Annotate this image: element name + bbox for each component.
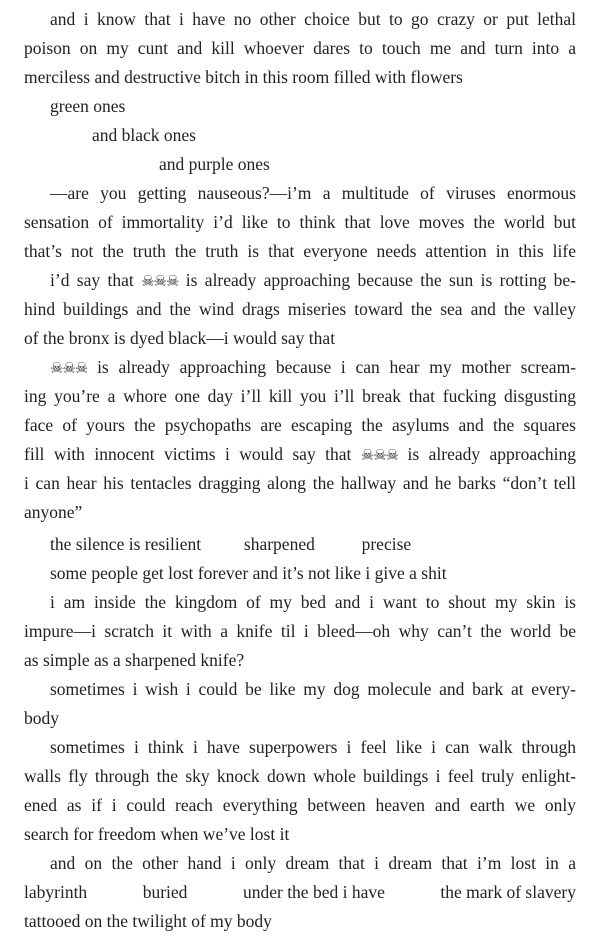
- poem-line: ing you’re a whore one day i’ll kill you i’ll break that fucking disgusting: [24, 386, 576, 406]
- skull-icons: ☠☠☠: [360, 446, 399, 464]
- line-text: sharpened: [243, 534, 315, 554]
- poem-line: hind buildings and the wind drags miseries toward the sea and the valley: [24, 299, 576, 319]
- line-text: labyrinth: [24, 882, 88, 902]
- skull-icons: ☠☠☠: [141, 272, 179, 290]
- poem-line: sensation of immortality i’d like to think that love moves the world but: [24, 212, 576, 232]
- poem-line: that’s not the truth the truth is that everyone needs attention in this life: [24, 241, 576, 261]
- poem-line: [50, 353, 576, 383]
- poem-line: sometimes i wish i could be like my dog molecule and bark at every-: [50, 679, 576, 699]
- poem-line: and black ones: [92, 125, 196, 145]
- poem-line: green ones: [50, 96, 126, 116]
- line-text: is already approaching because i can hear my mother scream-: [97, 357, 577, 377]
- poem-line: walls fly through the sky knock down whole buildings i feel truly enlight-: [24, 766, 576, 786]
- line-text: is already approaching because the sun is rotting be-: [185, 270, 577, 290]
- poem-line: anyone”: [24, 502, 83, 522]
- poem-line: and i know that i have no other choice but to go crazy or put lethal: [50, 9, 576, 29]
- line-text: the silence is resilient: [50, 534, 202, 554]
- poem-line: face of yours the psychopaths are escaping the asylums and the squares: [24, 415, 576, 435]
- poem-line: as simple as a sharpened knife?: [24, 650, 245, 670]
- line-text: buried: [142, 882, 188, 902]
- poem-line: of the bronx is dyed black—i would say that: [24, 328, 336, 348]
- line-text: i’d say that: [50, 270, 134, 290]
- poem-line: search for freedom when we’ve lost it: [24, 824, 290, 844]
- poem-line: [24, 440, 576, 470]
- line-text: is already approaching: [407, 444, 577, 464]
- poem-line: —are you getting nauseous?—i’m a multitude of viruses enormous: [50, 183, 576, 203]
- line-text: precise: [361, 534, 412, 554]
- poem-line: ened as if i could reach everything between heaven and earth we only: [24, 795, 576, 815]
- poem-line: merciless and destructive bitch in this room filled with flowers: [24, 67, 463, 87]
- poem-line: sometimes i think i have superpowers i feel like i can walk through: [50, 737, 576, 757]
- skull-icons: ☠☠☠: [50, 359, 88, 377]
- poem-line: and on the other hand i only dream that i dream that i’m lost in a: [50, 853, 576, 873]
- poem-line: body: [24, 708, 59, 728]
- poem-line: i am inside the kingdom of my bed and i want to shout my skin is: [50, 592, 576, 612]
- poem-line: poison on my cunt and kill whoever dares to touch me and turn into a: [24, 38, 576, 58]
- poem-line: [24, 878, 576, 907]
- poem-line: tattooed on the twilight of my body: [24, 911, 272, 931]
- poem-line: some people get lost forever and it’s not like i give a shit: [50, 563, 447, 583]
- poem-line: [50, 266, 576, 296]
- line-text: under the bed i have: [242, 882, 385, 902]
- poem-line: i can hear his tentacles dragging along the hallway and he barks “don’t tell: [24, 473, 576, 493]
- line-text: fill with innocent victims i would say that: [24, 444, 352, 464]
- line-text: the mark of slavery: [440, 882, 576, 902]
- poem-line: and purple ones: [159, 154, 270, 174]
- poem-line: impure—i scratch it with a knife til i bleed—oh why can’t the world be: [24, 621, 576, 641]
- poem-line: [50, 530, 411, 559]
